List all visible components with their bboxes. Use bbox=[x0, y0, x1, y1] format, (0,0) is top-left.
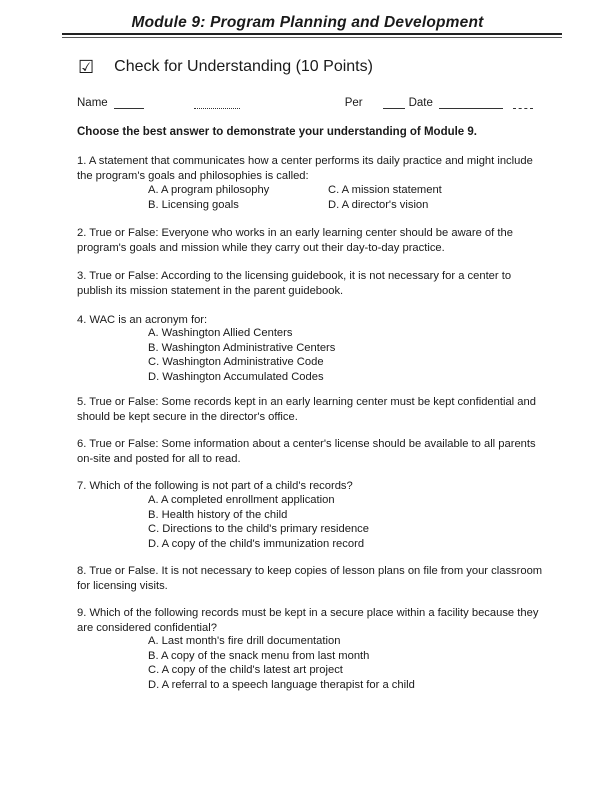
question-1: 1. A statement that communicates how a center performs its daily practice and might include the program's goals and philosophies is called: bbox=[77, 155, 533, 182]
name-blank-2[interactable] bbox=[194, 97, 240, 109]
option: D. A copy of the child's immunization record bbox=[148, 537, 365, 550]
question-5: 5. True or False: Some records kept in an early learning center must be kept confidential and should be kept secure in the director's office. bbox=[77, 396, 536, 423]
question-9-options bbox=[148, 634, 415, 692]
checkbox-icon: ☑ bbox=[78, 57, 95, 77]
question-1-options bbox=[148, 183, 488, 212]
date-blank[interactable] bbox=[439, 97, 503, 109]
option: D. A director's vision bbox=[328, 198, 429, 211]
option: B. Health history of the child bbox=[148, 508, 288, 521]
question-2: 2. True or False: Everyone who works in an early learning center should be aware of the program's goals and mission while they carry out their day-to-day practice. bbox=[77, 227, 513, 254]
instructions: Choose the best answer to demonstrate your understanding of Module 9. bbox=[77, 126, 477, 138]
option: C. Directions to the child's primary residence bbox=[148, 523, 369, 535]
name-label: Name bbox=[77, 97, 108, 109]
option: B. Licensing goals bbox=[148, 198, 239, 211]
per-label: Per bbox=[344, 97, 363, 109]
option: C. A copy of the child's latest art project bbox=[148, 664, 343, 676]
name-line bbox=[77, 97, 547, 109]
question-6: 6. True or False: Some information about a center's license should be available to all parents on-site and posted for all to read. bbox=[77, 438, 536, 465]
per-blank[interactable] bbox=[383, 97, 405, 109]
header-rule bbox=[62, 33, 562, 35]
option: A. A program philosophy bbox=[148, 184, 270, 196]
question-7-options bbox=[148, 493, 369, 551]
question-9: 9. Which of the following records must be kept in a secure place within a facility because they are considered confidential? bbox=[77, 607, 539, 634]
option: A. A completed enrollment application bbox=[148, 494, 335, 506]
date-label: Date bbox=[408, 97, 433, 109]
question-4: 4. WAC is an acronym for: bbox=[77, 314, 208, 326]
question-7: 7. Which of the following is not part of a child's records? bbox=[77, 480, 353, 492]
option: A. Last month's fire drill documentation bbox=[148, 635, 341, 647]
option: B. A copy of the snack menu from last month bbox=[148, 649, 370, 662]
option: D. A referral to a speech language therapist for a child bbox=[148, 678, 415, 691]
name-blank[interactable] bbox=[114, 97, 144, 109]
option: B. Washington Administrative Centers bbox=[148, 341, 336, 354]
question-3: 3. True or False: According to the licensing guidebook, it is not necessary for a center to publish its mission statement in the parent guidebook. bbox=[77, 270, 512, 297]
option: D. Washington Accumulated Codes bbox=[148, 370, 324, 383]
option: A. Washington Allied Centers bbox=[148, 327, 293, 339]
question-8: 8. True or False. It is not necessary to keep copies of lesson plans on file from your classroom for licensing visits. bbox=[77, 565, 543, 592]
option: C. Washington Administrative Code bbox=[148, 356, 324, 368]
section-title-text: Check for Understanding (10 Points) bbox=[114, 58, 373, 75]
module-header: Module 9: Program Planning and Development bbox=[131, 14, 484, 31]
question-4-options bbox=[148, 326, 335, 384]
option: C. A mission statement bbox=[328, 184, 442, 196]
header-rule-thin bbox=[62, 37, 562, 38]
section-title bbox=[78, 58, 373, 76]
date-blank-2[interactable] bbox=[513, 97, 533, 109]
